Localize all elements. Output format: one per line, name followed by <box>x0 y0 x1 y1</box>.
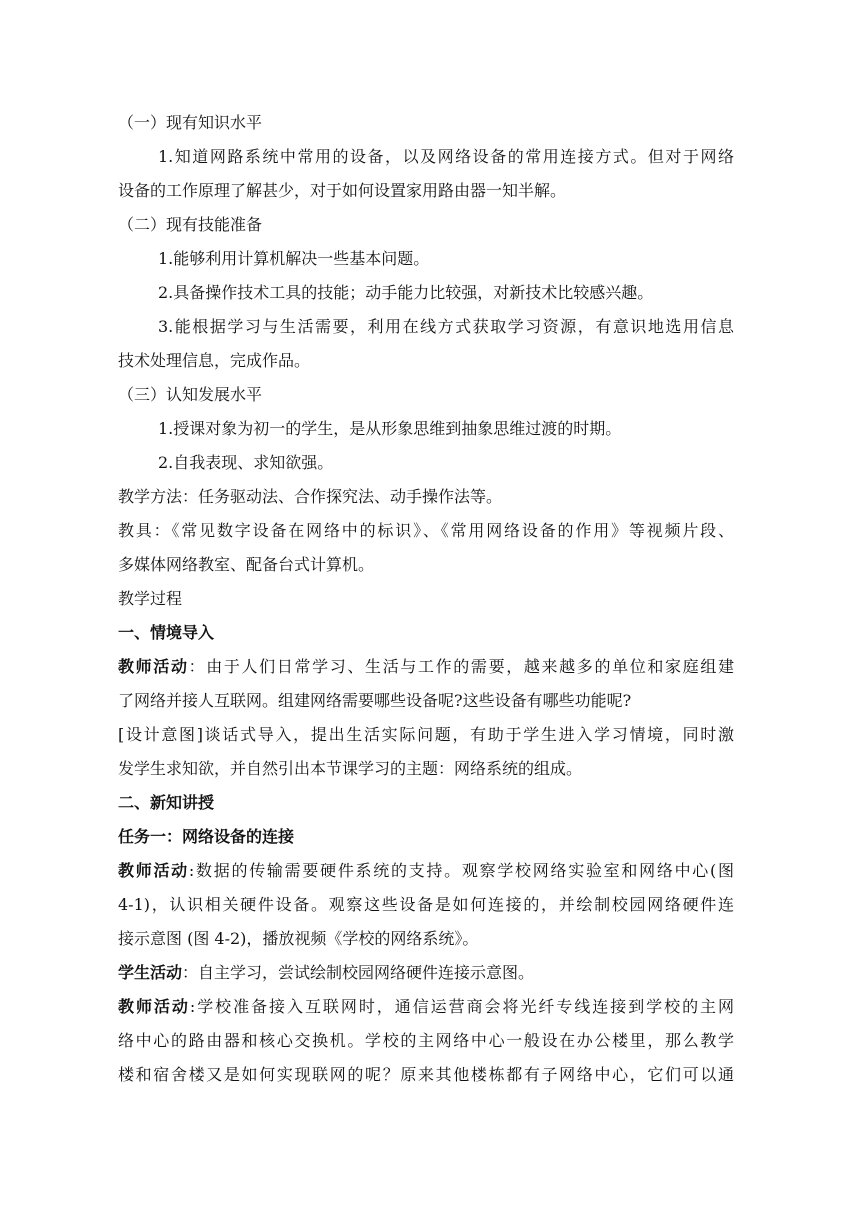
teacher-activity-line <box>118 990 734 1024</box>
task1-heading: 任务一：网络设备的连接 <box>118 827 295 846</box>
paragraph-line: 1.知道网路系统中常用的设备，以及网络设备的常用连接方式。但对于网络 <box>158 147 734 166</box>
paragraph-line: 2.具备操作技术工具的技能；动手能力比较强，对新技术比较感兴趣。 <box>158 283 654 302</box>
paragraph-line: 络中心的路由器和核心交换机。学校的主网络中心一般设在办公楼里，那么教学 <box>118 1031 734 1050</box>
paragraph-line: 技术处理信息，完成作品。 <box>118 351 311 370</box>
section-heading-skill: （二）现有技能准备 <box>118 215 263 234</box>
part1-heading: 一、情境导入 <box>118 623 215 642</box>
student-activity-label: 学生活动 <box>118 963 183 982</box>
paragraph-line: 1.授课对象为初一的学生，是从形象思维到抽象思维过渡的时期。 <box>158 419 622 438</box>
paragraph-line: 楼和宿舍楼又是如何实现联网的呢？原来其他楼栋都有子网络中心，它们可以通 <box>118 1065 734 1084</box>
teaching-tools: 教具：《常见数字设备在网络中的标识》、《常用网络设备的作用》等视频片段、 <box>118 521 734 540</box>
student-activity-line <box>118 956 734 990</box>
paragraph-line: 了网络并接人互联网。组建网络需要哪些设备呢?这些设备有哪些功能呢? <box>118 691 632 710</box>
teacher-activity-label: 教师活动 <box>118 997 190 1016</box>
design-intent-line: [设计意图]谈话式导入，提出生活实际问题，有助于学生进入学习情境，同时激 <box>118 725 734 744</box>
teacher-activity-line <box>118 854 734 888</box>
paragraph-line: 发学生求知欲，并自然引出本节课学习的主题：网络系统的组成。 <box>118 759 583 778</box>
teacher-activity-line <box>118 650 734 684</box>
paragraph-line: 设备的工作原理了解甚少，对于如何设置家用路由器一知半解。 <box>118 181 567 200</box>
teacher-activity-label: 教师活动 <box>118 657 189 676</box>
teacher-activity-text: :数据的传输需要硬件系统的支持。观察学校网络实验室和网络中心(图 <box>188 861 734 880</box>
teacher-activity-text: :学校准备接入互联网时，通信运营商会将光纤专线连接到学校的主网 <box>189 997 734 1016</box>
teacher-activity-text: ：由于人们日常学习、生活与工作的需要，越来越多的单位和家庭组建 <box>188 657 734 676</box>
paragraph-line: 2.自我表现、求知欲强。 <box>158 453 334 472</box>
paragraph-line: 1.能够利用计算机解决一些基本问题。 <box>158 249 430 268</box>
paragraph-line: 4-1)，认识相关硬件设备。观察这些设备是如何连接的，并绘制校园网络硬件连 <box>118 895 734 914</box>
student-activity-text: ：自主学习，尝试绘制校园网络硬件连接示意图。 <box>182 963 535 982</box>
paragraph-line: 3.能根据学习与生活需要，利用在线方式获取学习资源，有意识地选用信息 <box>158 317 734 336</box>
teaching-tools-continued: 多媒体网络教室、配备台式计算机。 <box>118 555 375 574</box>
section-heading-cognition: （三）认知发展水平 <box>118 385 263 404</box>
part2-heading: 二、新知讲授 <box>118 793 215 812</box>
teacher-activity-label: 教师活动 <box>118 861 189 880</box>
teaching-method: 教学方法：任务驱动法、合作探究法、动手操作法等。 <box>118 487 503 506</box>
paragraph-line: 接示意图 (图 4-2)，播放视频《学校的网络系统》。 <box>118 929 479 948</box>
document-body <box>118 106 734 1092</box>
process-heading: 教学过程 <box>118 589 183 608</box>
section-heading-knowledge: （一）现有知识水平 <box>118 113 263 132</box>
